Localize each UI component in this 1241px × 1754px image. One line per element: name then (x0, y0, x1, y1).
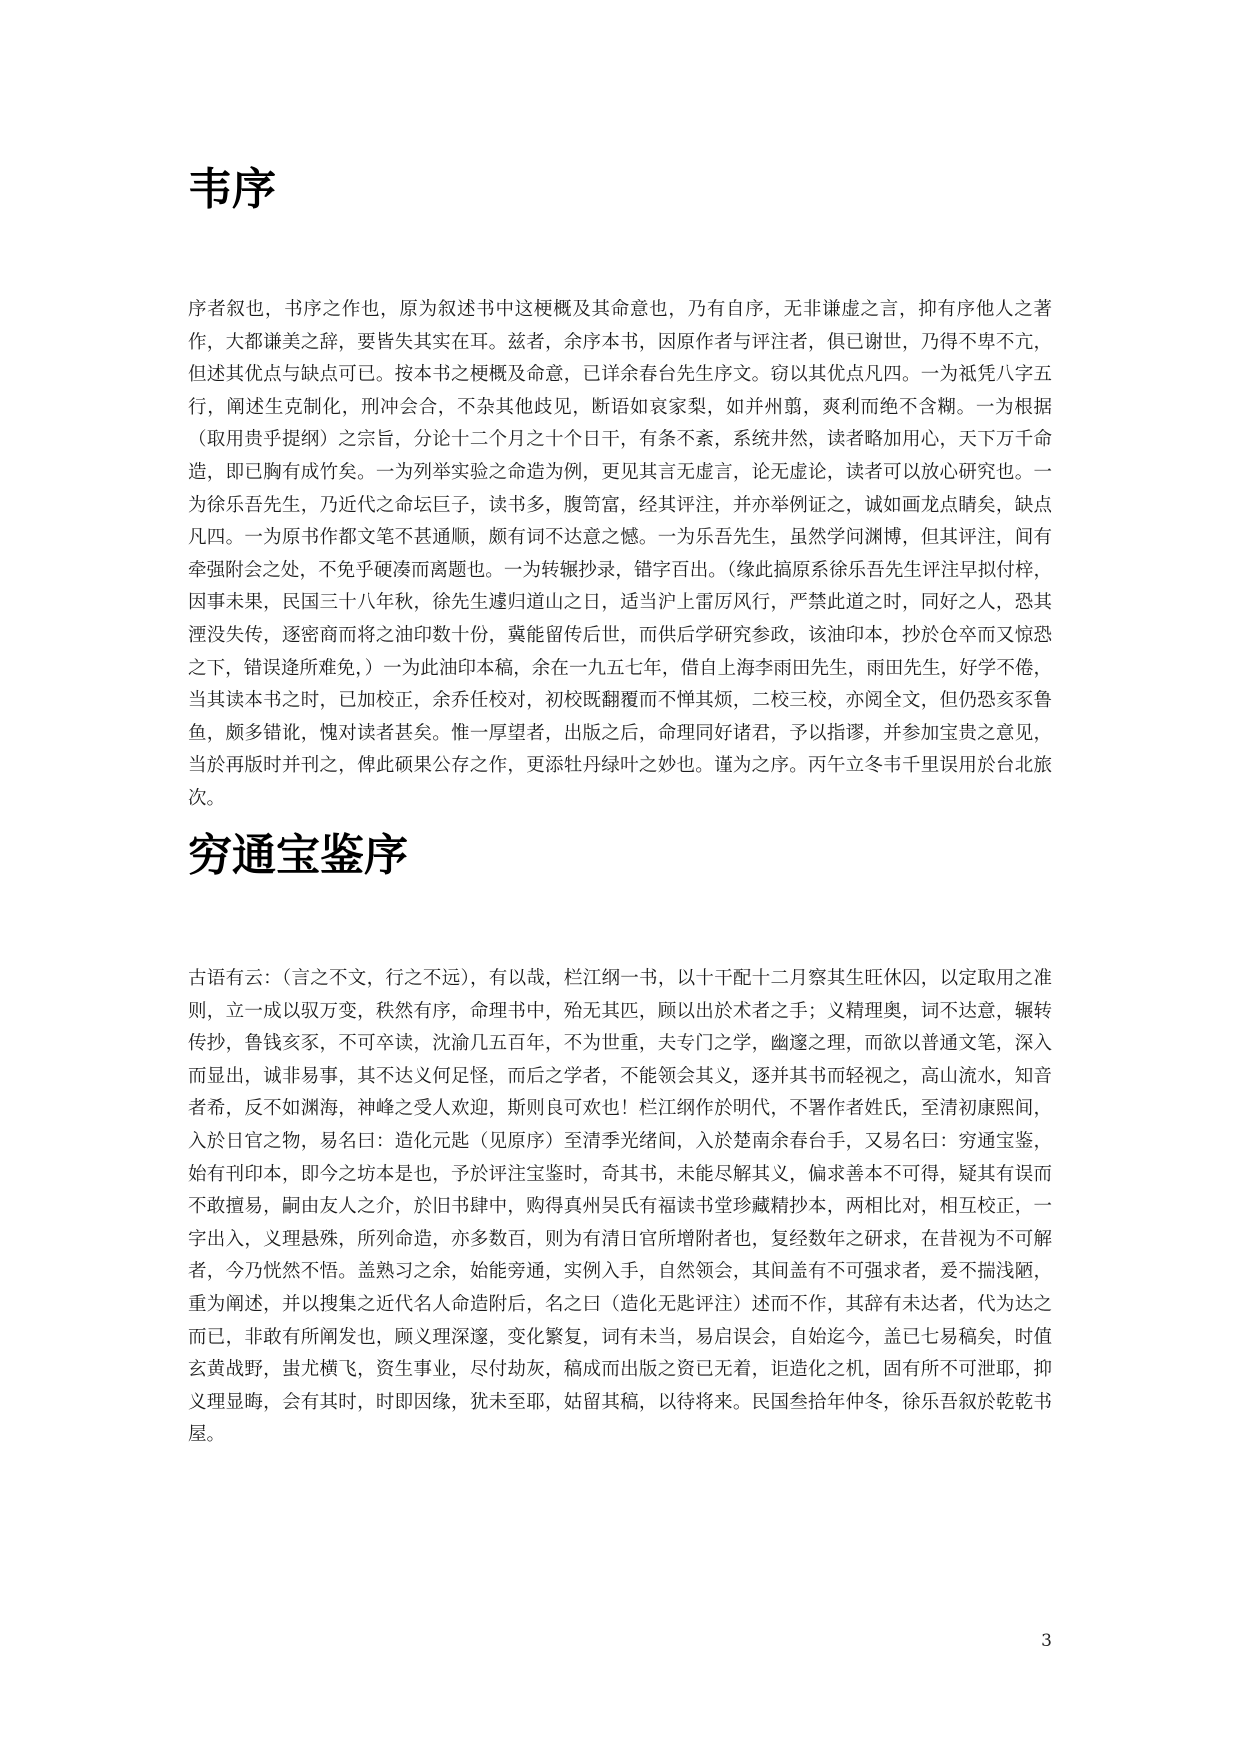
section-title-wei-preface: 韦序 (188, 164, 276, 215)
section-body-wei-preface: 序者叙也，书序之作也，原为叙述书中这梗概及其命意也，乃有自序，无非谦虚之言，抑有序他人之著作，大都谦美之辞，要皆失其实在耳。兹者，余序本书，因原作者与评注者，俱已谢世，乃得不卑不亢，但述其优点与缺点可已。按本书之梗概及命意，已详余春台先生序文。窃以其优点凡四。一为祗凭八字五行，阐述生克制化，刑冲会合，不杂其他歧见，断语如哀家梨，如并州翦，爽利而绝不含糊。一为根据（取用贵乎提纲）之宗旨，分论十二个月之十个日干，有条不紊，系统井然，读者略加用心，天下万千命造，即已胸有成竹矣。一为列举实验之命造为例，更见其言无虚言，论无虚论，读者可以放心研究也。一为徐乐吾先生，乃近代之命坛巨子，读书多，腹笥富，经其评注，并亦举例证之，诚如画龙点睛矣，缺点凡四。一为原书作都文笔不甚通顺，颇有词不达意之憾。一为乐吾先生，虽然学问渊博，但其评注，间有牵强附会之处，不免乎硬凑而离题也。一为转辗抄录，错字百出。（缘此搞原系徐乐吾先生评注早拟付梓，因事未果，民国三十八年秋，徐先生遽归道山之日，适当沪上雷厉风行，严禁此道之时，同好之人，恐其湮没失传，逐密商而将之油印数十份，冀能留传后世，而供后学研究参政，该油印本，抄於仓卒而又惊恐之下，错误逄所难免，）一为此油印本稿，余在一九五七年，借自上海李雨田先生，雨田先生，好学不倦，当其读本书之时，已加校正，余乔任校对，初校既翻覆而不惮其烦，二校三校，亦阅全文，但仍恐亥豕鲁鱼，颇多错讹，愧对读者甚矣。惟一厚望者，出版之后，命理同好诸君，予以指谬，并参加宝贵之意见，当於再版时并刊之，俾此硕果公存之作，更添牡丹绿叶之妙也。谨为之序。丙午立冬韦千里误用於台北旅次。 (188, 299, 1052, 809)
page-number: 3 (1041, 1631, 1052, 1651)
section-title-qiongtong-preface: 穷通宝鉴序 (188, 830, 408, 881)
section-body-qiongtong-preface: 古语有云：（言之不文，行之不远），有以哉，栏江纲一书，以十干配十二月察其生旺休囚，以定取用之准则，立一成以驭万变，秩然有序，命理书中，殆无其匹，顾以出於术者之手；义精理奥，词不达意，辗转传抄，鲁钱亥豕，不可卒读，沈渝几五百年，不为世重，夫专门之学，幽邃之理，而欲以普通文笔，深入而显出，诚非易事，其不达义何足怪，而后之学者，不能领会其义，逐并其书而轻视之，高山流水，知音者希，反不如渊海，神峰之受人欢迎，斯则良可欢也！栏江纲作於明代，不署作者姓氏，至清初康熙间，入於日官之物，易名曰：造化元匙（见原序）至清季光绪间，入於楚南余春台手，又易名曰：穷通宝鉴，始有刊印本，即今之坊本是也，予於评注宝鉴时，奇其书，未能尽解其义，偏求善本不可得，疑其有误而不敢擅易，嗣由友人之介，於旧书肆中，购得真州吴氏有福读书堂珍藏精抄本，两相比对，相互校正，一字出入，义理悬殊，所列命造，亦多数百，则为有清日官所增附者也，复经数年之研求，在昔视为不可解者，今乃恍然不悟。盖熟习之余，始能旁通，实例入手，自然领会，其间盖有不可强求者，爰不揣浅陋，重为阐述，并以搜集之近代名人命造附后，名之曰（造化无匙评注）述而不作，其辞有未达者，代为达之而已，非敢有所阐发也，顾义理深邃，变化繁复，词有未当，易启误会，自始迄今，盖已七易稿矣，时值玄黄战野，蚩尤横飞，资生事业，尽付劫灰，稿成而出版之资已无着，讵造化之机，固有所不可泄耶，抑义理显晦，会有其时，时即因缘，犹未至耶，姑留其稿，以待将来。民国叁拾年仲冬，徐乐吾叙於乾乾书屋。 (188, 968, 1052, 1446)
